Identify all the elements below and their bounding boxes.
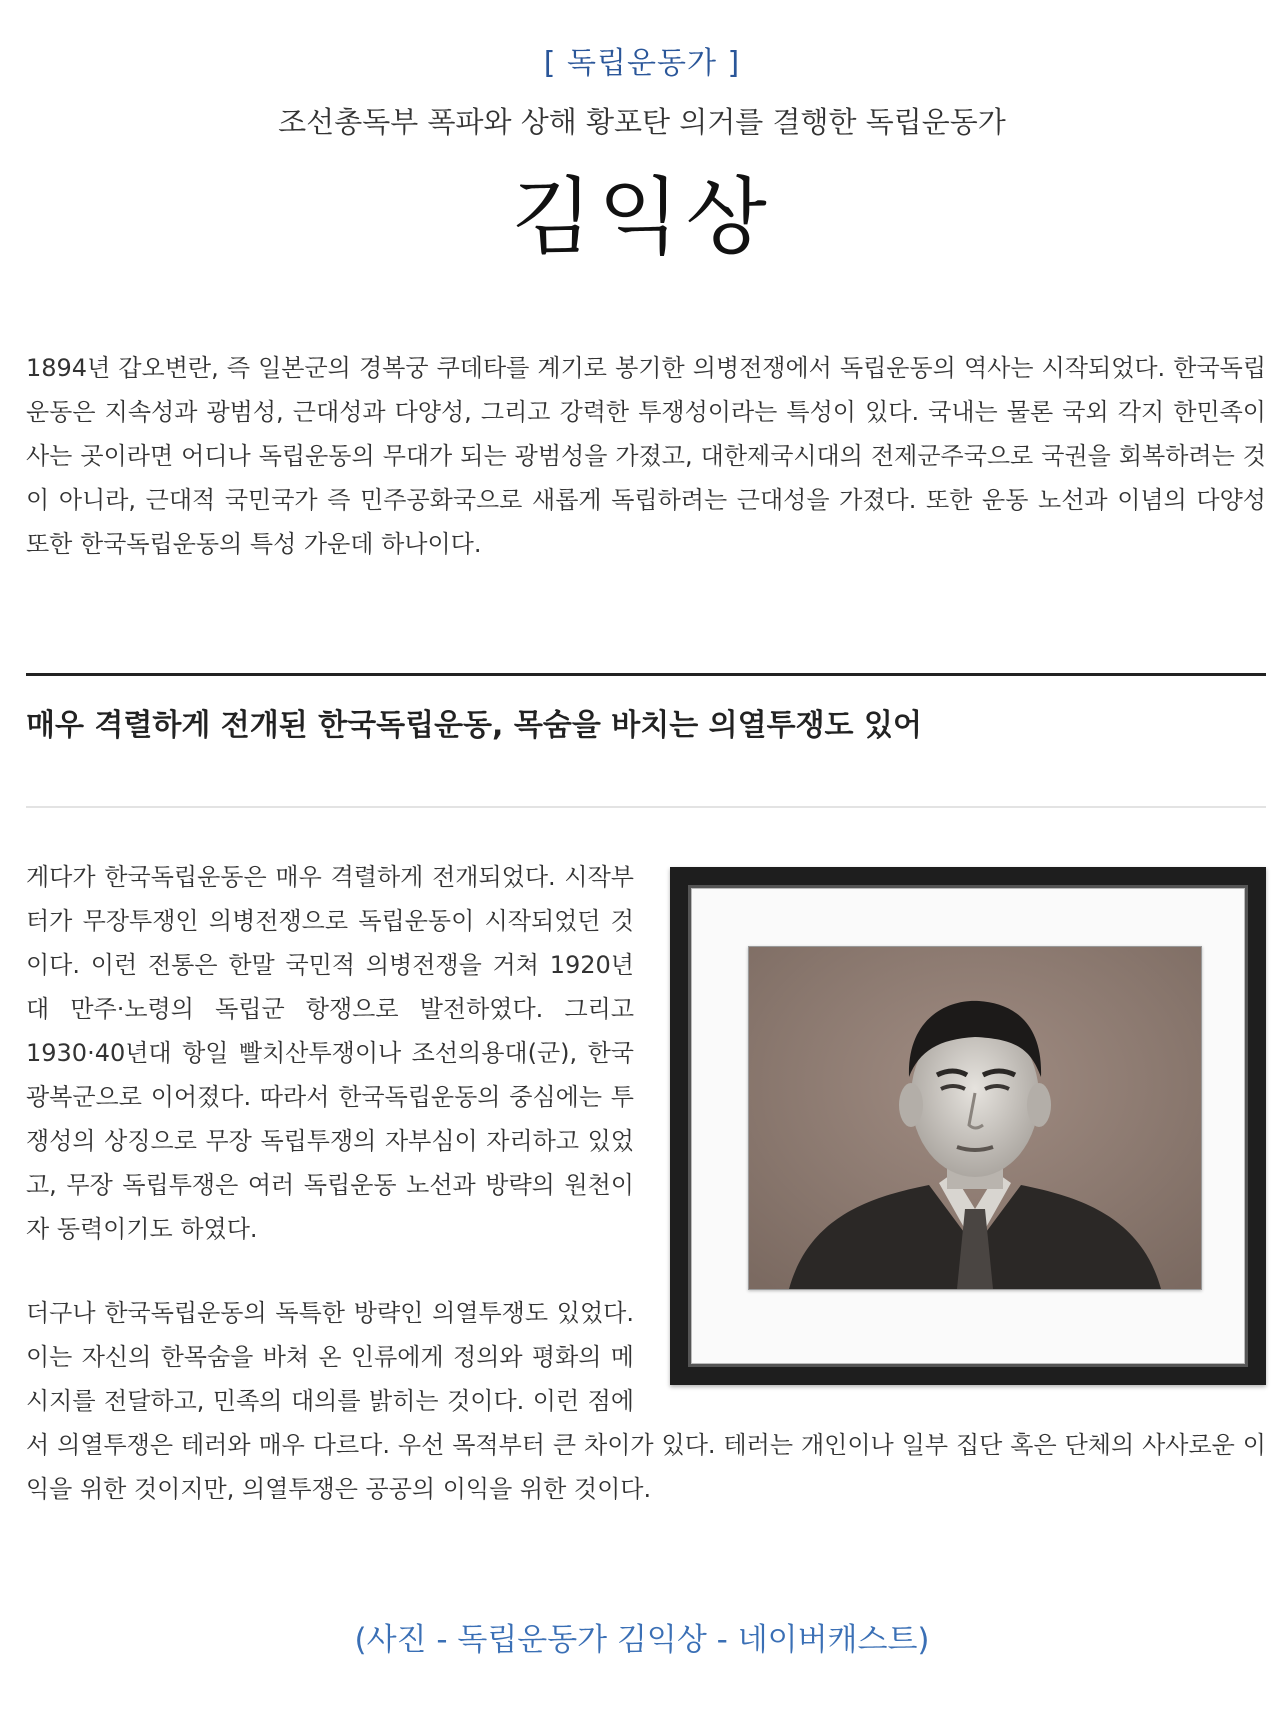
page-subtitle: 조선총독부 폭파와 상해 황포탄 의거를 결행한 독립운동가	[278, 105, 1006, 139]
heading-underline	[26, 806, 1266, 808]
page-title: 김익상	[511, 168, 773, 266]
photo-caption: (사진 - 독립운동가 김익상 - 네이버캐스트)	[354, 1622, 930, 1658]
article-body	[26, 855, 1266, 1511]
section-divider	[26, 673, 1266, 676]
portrait-frame	[670, 867, 1266, 1385]
frame-mat	[691, 888, 1245, 1364]
portrait-photo	[748, 946, 1202, 1290]
section-heading: 매우 격렬하게 전개된 한국독립운동, 목숨을 바치는 의열투쟁도 있어	[26, 708, 922, 743]
body-paragraph-1: 게다가 한국독립운동은 매우 격렬하게 전개되었다. 시작부터가 무장투쟁인 의병전쟁으로 독립운동이 시작되었던 것이다. 이런 전통은 한말 국민적 의병전쟁을 거쳐 1920년대 만주·노령의 독립군 항쟁으로 발전하였다. 그리고 1930·40년대 항일 빨치산투쟁이나 조선의용대(군), 한국광복군으로 이어졌다. 따라서 한국독립운동의 중심에는 투쟁성의 상징으로 무장 독립투쟁의 자부심이 자리하고 있었고, 무장 독립투쟁은 여러 독립운동 노선과 방략의 원천이자 동력이기도 하였다.	[26, 863, 634, 1243]
body-paragraph-2: 더구나 한국독립운동의 독특한 방략인 의열투쟁도 있었다. 이는 자신의 한목숨을 바쳐 온 인류에게 정의와 평화의 메시지를 전달하고, 민족의 대의를 밝히는 것이다. 이런 점에서 의열투쟁은 테러와 매우 다르다. 우선 목적부터 큰 차이가 있다. 테러는 개인이나 일부 집단 혹은 단체의 사사로운 이익을 위한 것이지만, 의열투쟁은 공공의 이익을 위한 것이다.	[26, 1299, 1266, 1503]
category-label: [ 독립운동가 ]	[543, 46, 741, 81]
intro-paragraph: 1894년 갑오변란, 즉 일본군의 경복궁 쿠데타를 계기로 봉기한 의병전쟁에서 독립운동의 역사는 시작되었다. 한국독립운동은 지속성과 광범성, 근대성과 다양성, 그리고 강력한 투쟁성이라는 특성이 있다. 국내는 물론 국외 각지 한민족이 사는 곳이라면 어디나 독립운동의 무대가 되는 광범성을 가졌고, 대한제국시대의 전제군주국으로 국권을 회복하려는 것이 아니라, 근대적 국민국가 즉 민주공화국으로 새롭게 독립하려는 근대성을 가졌다. 또한 운동 노선과 이념의 다양성 또한 한국독립운동의 특성 가운데 하나이다.	[26, 354, 1266, 558]
